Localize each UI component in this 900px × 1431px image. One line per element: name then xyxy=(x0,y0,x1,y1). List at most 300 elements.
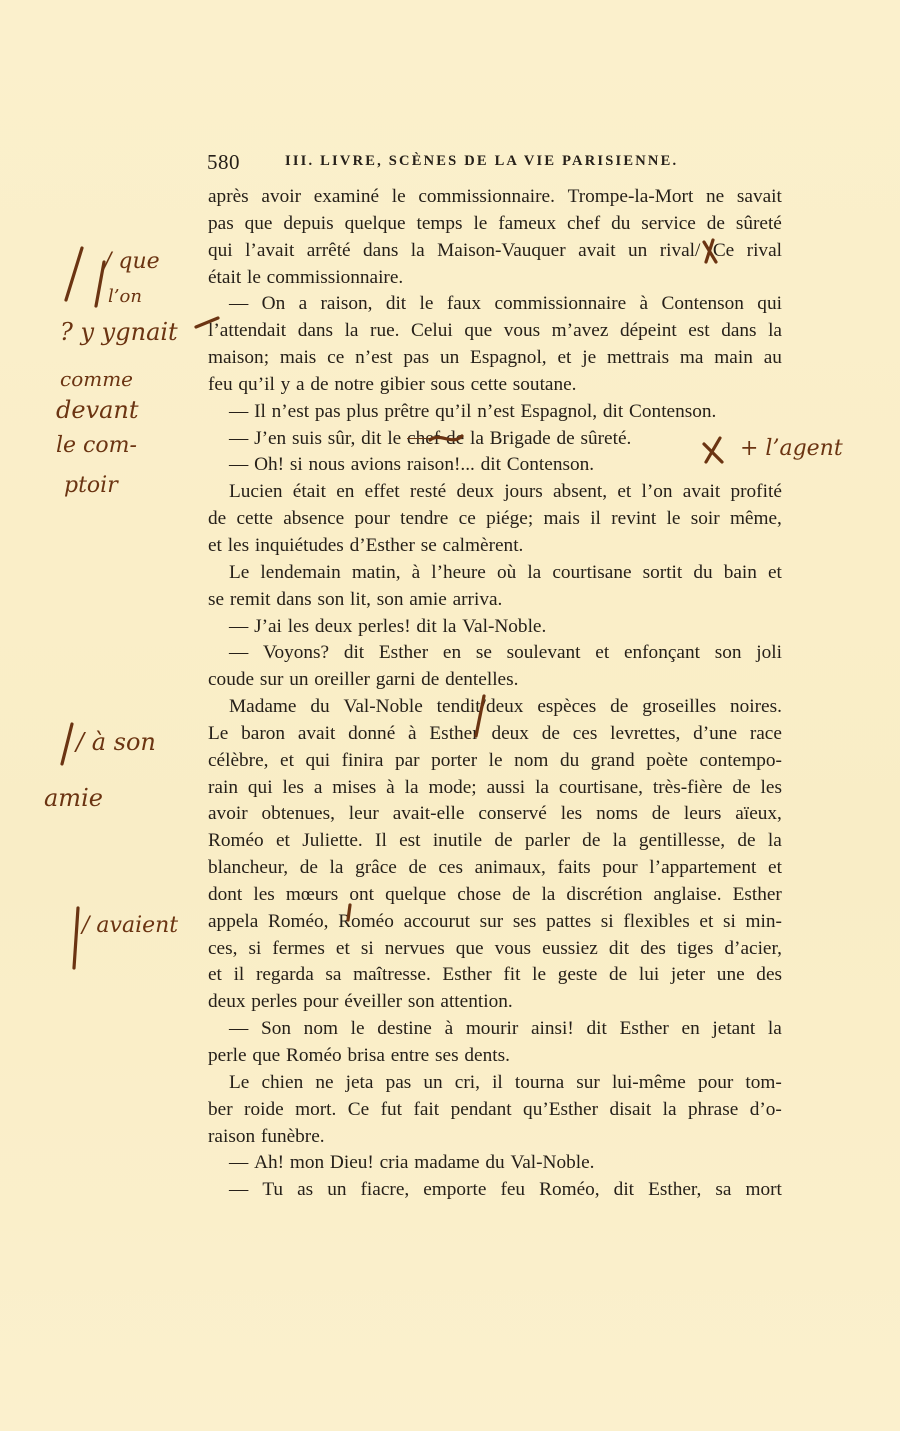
word: la xyxy=(612,830,627,852)
word: tendre xyxy=(400,508,449,530)
word: dit xyxy=(385,293,407,315)
word: soir xyxy=(690,508,720,530)
word: les xyxy=(287,615,310,637)
word: qu’il xyxy=(238,373,275,395)
word: et xyxy=(557,347,572,369)
word: dit xyxy=(343,642,365,664)
word: y xyxy=(280,373,291,395)
word: et xyxy=(768,857,782,879)
word: gentillesse, xyxy=(638,830,726,852)
word: race xyxy=(749,722,782,744)
word: perle xyxy=(208,1045,247,1066)
margin-note-1-line-3: ? y ygnait xyxy=(60,318,178,346)
word: cette xyxy=(470,373,507,395)
word: Ah! xyxy=(254,1152,285,1174)
word: J’en xyxy=(254,427,287,449)
word: en xyxy=(442,642,462,664)
text-line xyxy=(208,211,782,238)
text-line xyxy=(208,640,782,667)
word: Il xyxy=(375,830,387,852)
word: amie xyxy=(409,588,447,610)
word: — xyxy=(229,1179,249,1201)
word: à xyxy=(444,1018,454,1040)
word: est xyxy=(688,320,710,342)
word: mort. xyxy=(295,1098,337,1120)
word: la xyxy=(768,320,782,342)
word: sous xyxy=(430,373,465,395)
word: qui xyxy=(208,239,233,261)
word: ber xyxy=(208,1098,233,1120)
word: grand xyxy=(590,749,635,771)
word: — xyxy=(229,1018,249,1040)
margin-note-1-line-1: / que xyxy=(104,249,160,274)
word: deux xyxy=(314,615,353,637)
word: madame xyxy=(414,1152,480,1174)
word: Oh! xyxy=(254,454,285,476)
word: pas xyxy=(314,400,341,422)
word: il xyxy=(492,1071,503,1093)
word: pour xyxy=(303,991,339,1013)
word: inquiétudes xyxy=(254,534,344,556)
word: éveiller xyxy=(344,991,403,1013)
word: Contenson. xyxy=(629,400,717,422)
word: pour xyxy=(697,1071,734,1093)
word: si xyxy=(289,454,303,476)
word: se xyxy=(420,534,437,556)
word: noires. xyxy=(729,696,782,718)
word: un xyxy=(423,1071,443,1093)
word: regarda xyxy=(255,964,314,986)
word: les xyxy=(560,803,583,825)
word: très-fière xyxy=(652,776,723,798)
word: mais xyxy=(543,508,580,530)
margin-note-1-line-6: le com- xyxy=(56,433,137,458)
word: était xyxy=(292,481,326,503)
word: d’une xyxy=(693,722,738,744)
word: jours xyxy=(504,481,543,503)
word: mœurs xyxy=(285,883,339,905)
word: obtenues, xyxy=(261,803,335,825)
word: son xyxy=(714,642,742,664)
word: si xyxy=(722,910,736,932)
word: baron xyxy=(241,722,286,744)
word: fait xyxy=(413,1098,440,1120)
word: gibier xyxy=(379,373,425,395)
margin-note-1-line-2: l’on xyxy=(108,286,142,307)
word: une xyxy=(716,964,745,986)
word: de xyxy=(299,857,318,879)
word: absence xyxy=(283,508,345,530)
word: ces xyxy=(572,722,598,744)
word: célèbre, xyxy=(208,749,269,771)
word: commissionnaire. xyxy=(418,186,555,207)
word: pendant xyxy=(450,1098,512,1120)
word: lui-même xyxy=(611,1071,686,1093)
word: du xyxy=(485,1152,505,1174)
text-line xyxy=(208,184,782,211)
word: ne xyxy=(706,186,725,207)
word: soulevant xyxy=(506,642,581,664)
word: le xyxy=(246,266,261,288)
word: — xyxy=(229,293,249,315)
word: sur xyxy=(479,910,504,932)
word: lit, xyxy=(350,588,371,610)
word: flexibles xyxy=(623,910,690,932)
word: ses xyxy=(435,1045,459,1066)
word: Lucien xyxy=(229,481,283,503)
word: ma xyxy=(679,347,704,369)
word: cri, xyxy=(454,1071,480,1093)
word: sa xyxy=(325,964,342,986)
word: qui xyxy=(757,293,782,315)
word: Tu xyxy=(262,1179,284,1201)
margin-note-3 xyxy=(74,908,178,968)
word: enfonçant xyxy=(623,642,700,664)
text-line xyxy=(208,452,782,479)
word: maison; xyxy=(208,347,270,369)
word: n’est xyxy=(355,347,393,369)
word: est xyxy=(399,830,421,852)
text-line xyxy=(208,775,782,802)
word: du xyxy=(559,749,580,771)
word: arrêté xyxy=(306,239,351,261)
word: Roméo xyxy=(208,830,264,852)
word: avait xyxy=(297,722,336,744)
word: le xyxy=(350,1018,365,1040)
word: un xyxy=(627,239,648,261)
word: Esther xyxy=(442,964,492,986)
word: ses xyxy=(512,910,537,932)
word: raison!... xyxy=(406,454,475,476)
word: de xyxy=(556,427,575,449)
word: min- xyxy=(745,910,782,932)
word: anglaise. xyxy=(653,883,722,905)
word: avions xyxy=(350,454,402,476)
word: de xyxy=(706,212,725,234)
word: sûreté xyxy=(735,212,782,234)
word: pas xyxy=(208,212,234,234)
word: Roméo, xyxy=(539,1179,600,1201)
word: des xyxy=(756,964,782,986)
word: la xyxy=(344,320,359,342)
text-line xyxy=(208,1043,782,1070)
word: Val-Noble. xyxy=(462,615,547,637)
word: par xyxy=(394,749,420,771)
word: que xyxy=(252,1045,281,1066)
word: sur xyxy=(576,1071,600,1093)
word: m’avez xyxy=(551,320,609,342)
running-title: III. LIVRE, SCÈNES DE LA VIE PARISIENNE. xyxy=(285,153,679,169)
text-line xyxy=(208,882,782,909)
word: Brigade xyxy=(489,427,551,449)
word: avait xyxy=(578,239,616,261)
word: deux xyxy=(208,991,246,1013)
word: dit xyxy=(416,615,437,637)
word: Ce xyxy=(712,239,735,261)
word: piége; xyxy=(486,508,534,530)
word: à xyxy=(411,561,421,583)
word: a xyxy=(298,293,308,315)
word: de xyxy=(512,883,531,905)
word: Contenson xyxy=(661,293,744,315)
word: Maison-Vauquer xyxy=(437,239,566,261)
word: remit xyxy=(229,588,271,610)
word: dit xyxy=(613,1179,635,1201)
text-line xyxy=(208,265,782,292)
word: de xyxy=(445,427,465,449)
word: son xyxy=(317,588,345,610)
word: prêtre xyxy=(384,400,430,422)
word: les xyxy=(253,883,275,905)
text-line xyxy=(208,1070,782,1097)
word: avoir xyxy=(208,803,248,825)
word: les xyxy=(227,534,250,556)
word: son xyxy=(376,588,404,610)
word: et xyxy=(335,937,350,959)
word: garni xyxy=(375,669,416,691)
word: quelque xyxy=(385,883,447,905)
word: le xyxy=(488,749,503,771)
word: sa xyxy=(715,1179,732,1201)
word: il xyxy=(590,508,601,530)
word: chose xyxy=(457,883,502,905)
word: matin, xyxy=(351,561,401,583)
word: lendemain xyxy=(260,561,341,583)
word: Esther xyxy=(732,883,782,905)
word: rain xyxy=(208,776,238,798)
word: de xyxy=(651,803,670,825)
page-number: 580 xyxy=(207,150,240,174)
word: coude xyxy=(208,669,255,691)
inline-note-agent: + l’agent xyxy=(740,436,843,461)
word: l’heure xyxy=(431,561,486,583)
text-line xyxy=(208,238,782,265)
word: sûr, xyxy=(327,427,356,449)
word: soutane. xyxy=(512,373,577,395)
word: Roméo xyxy=(285,1045,342,1066)
word: On xyxy=(261,293,286,315)
word: Dieu! xyxy=(329,1152,374,1174)
text-line xyxy=(208,667,782,694)
word: dit xyxy=(480,454,501,476)
word: — xyxy=(229,642,249,664)
word: d’o- xyxy=(749,1098,782,1120)
word: calmèrent. xyxy=(442,534,524,556)
word: examiné xyxy=(313,186,380,207)
word: et xyxy=(208,964,222,986)
word: l’attendait xyxy=(208,320,287,342)
word: et xyxy=(208,534,222,556)
word: où xyxy=(496,561,517,583)
word: nervues xyxy=(384,937,445,959)
word: ce xyxy=(458,508,476,530)
word: sûreté. xyxy=(580,427,632,449)
word: le xyxy=(532,964,547,986)
word: n’est xyxy=(271,400,310,422)
word: de xyxy=(610,696,629,718)
word: feu xyxy=(208,373,233,395)
word: faux xyxy=(446,293,482,315)
word: la xyxy=(329,857,344,879)
word: de xyxy=(408,857,427,879)
word: au xyxy=(763,347,782,369)
word: raison, xyxy=(320,293,373,315)
text-line xyxy=(208,291,782,318)
word: donné xyxy=(348,722,396,744)
word: de xyxy=(732,776,751,798)
margin-note-1-line-5: devant xyxy=(56,396,139,424)
word: de xyxy=(310,373,329,395)
word: — xyxy=(229,1152,249,1174)
word: dit xyxy=(608,937,630,959)
word: de xyxy=(541,722,560,744)
word: il xyxy=(233,964,245,986)
text-line xyxy=(208,506,782,533)
text-line xyxy=(208,587,782,614)
word: avait-elle xyxy=(392,803,465,825)
word: n’est xyxy=(477,400,515,422)
word: perles xyxy=(251,991,298,1013)
word: Juliette. xyxy=(302,830,363,852)
word: dans xyxy=(276,588,312,610)
word: après xyxy=(208,186,249,207)
word: en xyxy=(336,481,355,503)
word: main xyxy=(714,347,753,369)
word: cria xyxy=(379,1152,409,1174)
body-text xyxy=(208,184,782,1204)
word: qu’Esther xyxy=(523,1098,599,1120)
word: aussi xyxy=(486,776,526,798)
word: rival/ xyxy=(659,239,701,261)
word: resté xyxy=(409,481,447,503)
word: un xyxy=(289,669,309,691)
word: fut xyxy=(380,1098,403,1120)
word: le xyxy=(666,508,681,530)
margin-note-2 xyxy=(44,724,156,812)
margin-note-1-line-7: ptoir xyxy=(64,473,118,498)
word: la xyxy=(662,1098,677,1120)
word: nom xyxy=(303,1018,338,1040)
word: grâce xyxy=(355,857,397,879)
word: Val-Noble xyxy=(343,696,423,718)
word: tiges xyxy=(676,937,714,959)
text-line xyxy=(208,962,782,989)
word: rival xyxy=(746,239,782,261)
word: leurs xyxy=(683,803,722,825)
word: dentelles. xyxy=(445,669,519,691)
word: que xyxy=(244,212,273,234)
text-line xyxy=(208,1016,782,1043)
word: la xyxy=(541,883,556,905)
word: jeter xyxy=(670,964,706,986)
word: discrétion xyxy=(566,883,643,905)
word: si xyxy=(248,937,262,959)
word: du xyxy=(693,561,713,583)
text-line xyxy=(208,479,782,506)
word: le xyxy=(391,186,406,207)
word: Esther xyxy=(378,642,429,664)
word: de xyxy=(494,830,513,852)
word: Esther xyxy=(619,1018,669,1040)
word: arriva. xyxy=(452,588,503,610)
word: de xyxy=(208,508,227,530)
word: Voyons? xyxy=(263,642,330,664)
text-line xyxy=(208,1150,782,1177)
word: l’appartement xyxy=(649,857,757,879)
word: destine xyxy=(377,1018,432,1040)
word: Esther, xyxy=(648,1179,702,1201)
word: entre xyxy=(390,1045,430,1066)
word: groseilles xyxy=(642,696,717,718)
word: depuis xyxy=(283,212,334,234)
word: bain xyxy=(723,561,757,583)
word: porter xyxy=(431,749,478,771)
word: cette xyxy=(236,508,273,530)
word: mourir xyxy=(465,1018,519,1040)
text-line xyxy=(208,533,782,560)
text-line xyxy=(208,345,782,372)
text-line xyxy=(208,614,782,641)
word: tourna xyxy=(514,1071,565,1093)
word: emporte xyxy=(423,1179,487,1201)
word: commissionnaire. xyxy=(266,266,404,288)
word: dont xyxy=(208,883,243,905)
word: et xyxy=(276,830,290,852)
word: effet xyxy=(364,481,400,503)
word: qui xyxy=(305,749,331,771)
word: levrettes, xyxy=(610,722,681,744)
word: poète xyxy=(646,749,688,771)
word: contempo- xyxy=(699,749,782,771)
text-line xyxy=(208,801,782,828)
text-line xyxy=(208,318,782,345)
word: oreiller xyxy=(314,669,370,691)
word: Madame xyxy=(229,696,297,718)
word: Son xyxy=(260,1018,291,1040)
text-line xyxy=(208,426,782,453)
word: se xyxy=(475,642,492,664)
word: attention. xyxy=(440,991,513,1013)
word: nous xyxy=(308,454,345,476)
word: vous xyxy=(494,937,532,959)
text-line xyxy=(208,1097,782,1124)
word: noms xyxy=(596,803,638,825)
word: fiacre, xyxy=(360,1179,410,1201)
word: appela xyxy=(208,910,259,932)
word: Le xyxy=(208,722,229,744)
word: à xyxy=(408,722,417,744)
word: dans xyxy=(363,239,399,261)
word: chef xyxy=(566,212,601,234)
text-line xyxy=(208,372,782,399)
margin-note-1-line-4: comme xyxy=(60,367,134,391)
word: phrase xyxy=(687,1098,739,1120)
word: en xyxy=(681,1018,700,1040)
word: les xyxy=(282,776,304,798)
word: temps xyxy=(416,212,463,234)
word: suis xyxy=(291,427,322,449)
margin-note-2-line-1: / à son xyxy=(76,728,156,756)
running-header xyxy=(207,150,782,174)
word: un xyxy=(327,1179,347,1201)
word: dit xyxy=(602,400,624,422)
word: animaux, xyxy=(474,857,546,879)
word: a xyxy=(313,776,323,798)
word: roide xyxy=(244,1098,284,1120)
text-line xyxy=(208,828,782,855)
word: mon xyxy=(289,1152,325,1174)
word: pas xyxy=(385,1071,412,1093)
